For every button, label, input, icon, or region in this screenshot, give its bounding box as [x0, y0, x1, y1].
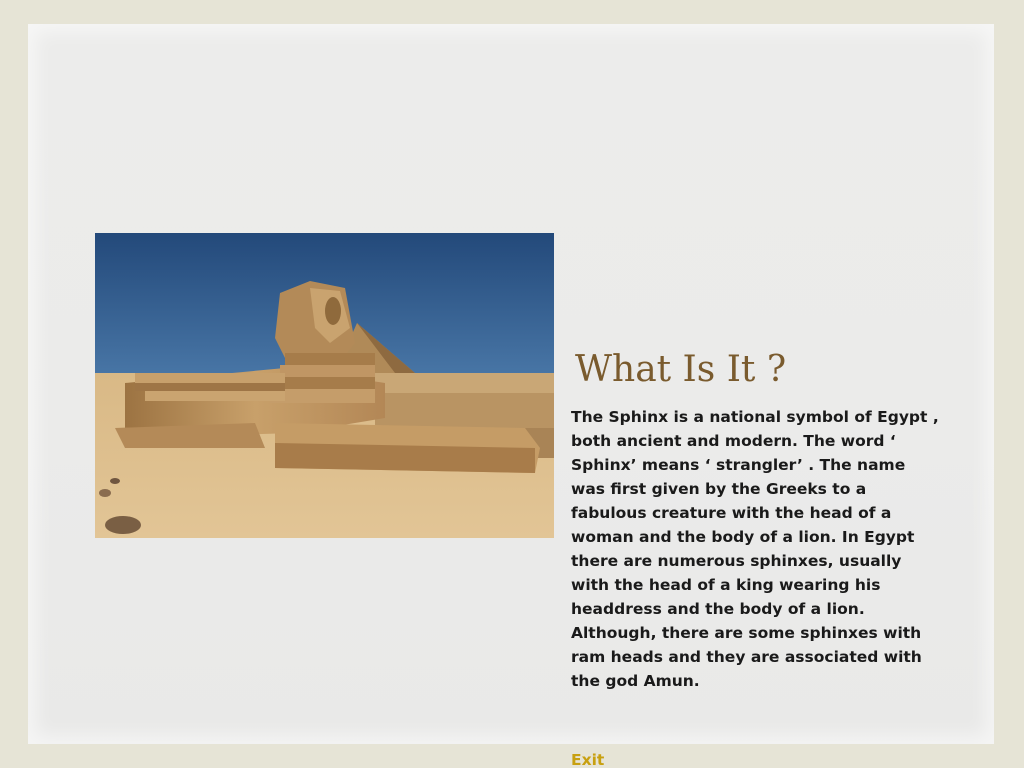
slide-title: What Is It ? — [575, 349, 787, 390]
slide-body-text: The Sphinx is a national symbol of Egypt , both ancient and modern. The word ‘ Sphinx’ means ‘ strangler’ . The name was first given by the Greeks to a fabulous creature with the head of a woman and the body of a lion. In Egypt there are numerous sphinxes, usually with the head of a king wearing his headdress and the body of a lion. Although, there are some sphinxes with ram heads and they are associated with the god Amun. — [571, 408, 939, 690]
exit-link[interactable]: Exit — [571, 751, 605, 768]
sphinx-photo — [95, 233, 554, 538]
